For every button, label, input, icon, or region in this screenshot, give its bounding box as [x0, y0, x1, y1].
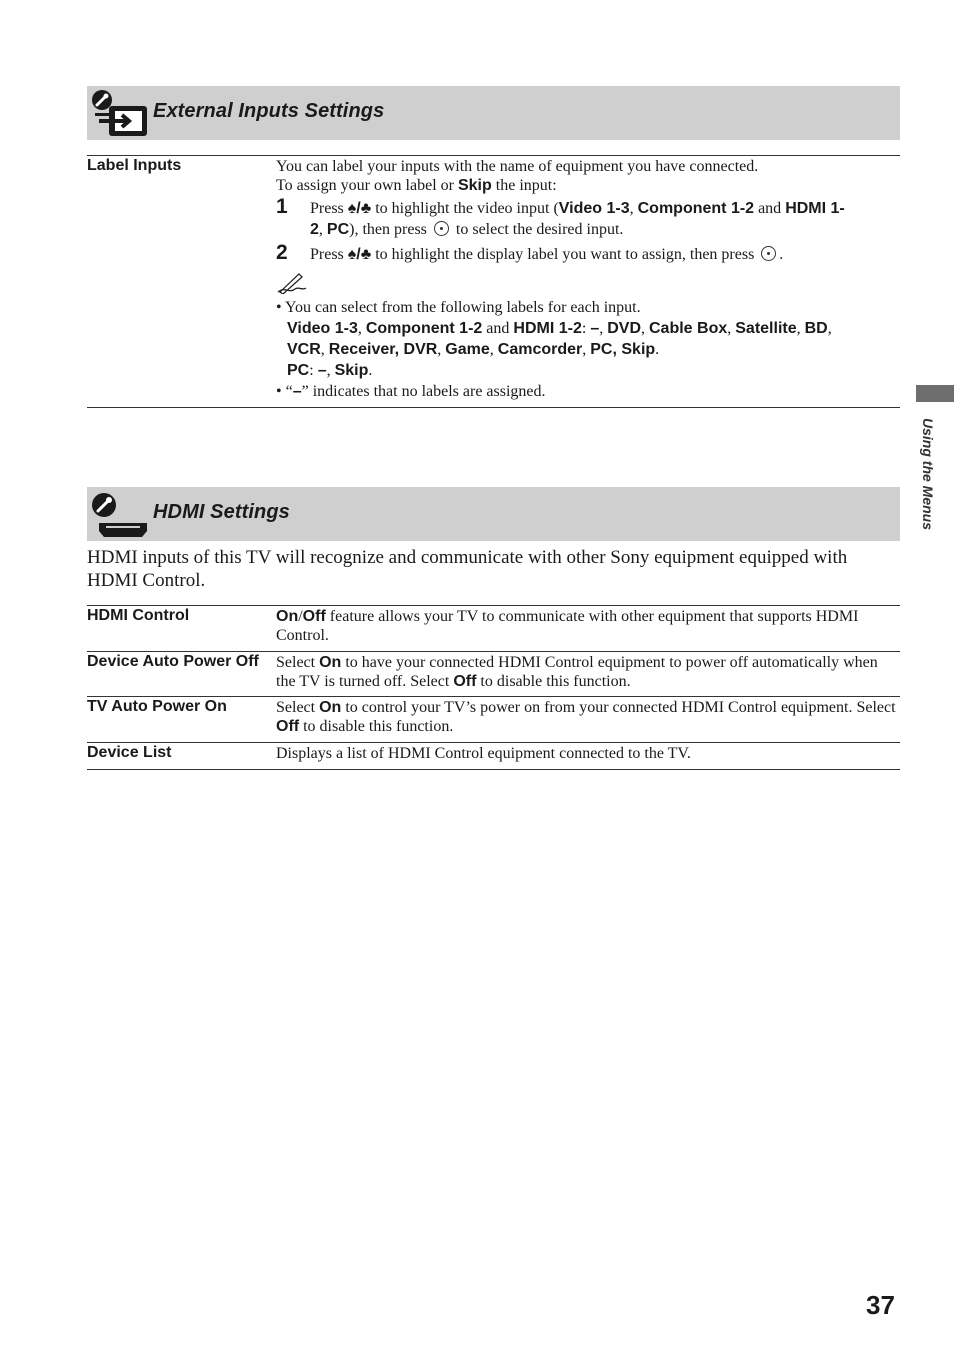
step-number: 2 [276, 241, 288, 264]
label-option: – [590, 320, 600, 337]
row-label: Device List [87, 744, 172, 761]
side-tab-label: Using the Menus [920, 418, 936, 531]
intro-line: You can label your inputs with the name of equipment you have connected. [276, 158, 759, 175]
divider [87, 769, 900, 770]
external-inputs-header [87, 86, 900, 140]
label-option: BD [804, 320, 828, 337]
divider [87, 605, 900, 606]
step-2-text: Press ♠/♣ to highlight the display label you want to assign, then press . [310, 246, 784, 263]
separator: , [582, 341, 591, 358]
row-description: Select On to control your TV’s power on from your connected HDMI Control equipment. Select Off to disable this function. [276, 699, 896, 735]
label-option: DVD [607, 320, 641, 337]
divider [87, 407, 900, 408]
row-label: TV Auto Power On [87, 698, 227, 715]
labels-list [287, 318, 900, 381]
side-tab-marker [916, 385, 954, 402]
section-title: HDMI Settings [153, 501, 290, 523]
label-option: Cable Box [649, 320, 728, 337]
row-label: Label Inputs [87, 157, 182, 174]
separator: : [309, 362, 318, 379]
hdmi-intro: HDMI inputs of this TV will recognize and communicate with other Sony equipment equipped with HDMI Control. [87, 547, 848, 591]
label-option: PC [287, 362, 310, 379]
separator: , [827, 320, 832, 337]
page-number: 37 [866, 1290, 895, 1320]
separator: , [326, 362, 335, 379]
label-option: Game [445, 341, 490, 358]
label-option: VCR [287, 341, 321, 358]
step-1-text: Press ♠/♣ to highlight the video input (Video 1-3, Component 1-2 and HDMI 1- 2, PC), then press to select the desired input. [310, 200, 845, 238]
label-option: – [317, 362, 327, 379]
label-option: Video 1-3 [287, 320, 358, 337]
separator: , [437, 341, 446, 358]
separator: , [489, 341, 498, 358]
wrench-input-icon [89, 88, 151, 145]
step-number: 1 [276, 195, 288, 218]
separator: , [796, 320, 805, 337]
separator: , [357, 320, 366, 337]
labels-line [287, 318, 900, 339]
row-description: Displays a list of HDMI Control equipment connected to the TV. [276, 745, 691, 762]
label-option: HDMI 1-2 [513, 320, 582, 337]
separator: , [641, 320, 649, 337]
label-option: Camcorder [497, 341, 583, 358]
label-option: Skip [334, 362, 369, 379]
row-description: On/Off feature allows your TV to communicate with other equipment that supports HDMI Control. [276, 608, 859, 644]
label-option: PC, Skip [590, 341, 656, 358]
hdmi-settings-header [87, 487, 900, 541]
enter-button-icon [761, 246, 776, 261]
row-label: HDMI Control [87, 607, 190, 624]
label-option: Receiver, DVR [328, 341, 438, 358]
note-bullet: • “–” indicates that no labels are assigned. [276, 383, 546, 400]
separator: and [482, 320, 514, 337]
divider [87, 651, 900, 652]
separator: . [368, 362, 373, 379]
row-description: Select On to have your connected HDMI Control equipment to power off automatically when the TV is turned off. Select Off to disable this function. [276, 654, 878, 690]
enter-button-icon [434, 221, 449, 236]
label-option: Satellite [735, 320, 797, 337]
intro-line: To assign your own label or Skip the input: [276, 177, 557, 194]
separator: , [727, 320, 736, 337]
labels-line [287, 360, 900, 381]
section-title: External Inputs Settings [153, 100, 385, 122]
divider [87, 742, 900, 743]
separator: , [320, 341, 329, 358]
label-inputs-intro [276, 157, 900, 195]
divider [87, 155, 900, 156]
separator: : [581, 320, 591, 337]
note-bullet: • You can select from the following labels for each input. [276, 299, 641, 316]
separator: , [599, 320, 608, 337]
note-pencil-icon [277, 272, 307, 299]
wrench-hdmi-icon [89, 489, 151, 546]
label-option: Component 1-2 [365, 320, 483, 337]
divider [87, 696, 900, 697]
row-label: Device Auto Power Off [87, 653, 259, 670]
labels-line [287, 339, 900, 360]
separator: . [655, 341, 660, 358]
